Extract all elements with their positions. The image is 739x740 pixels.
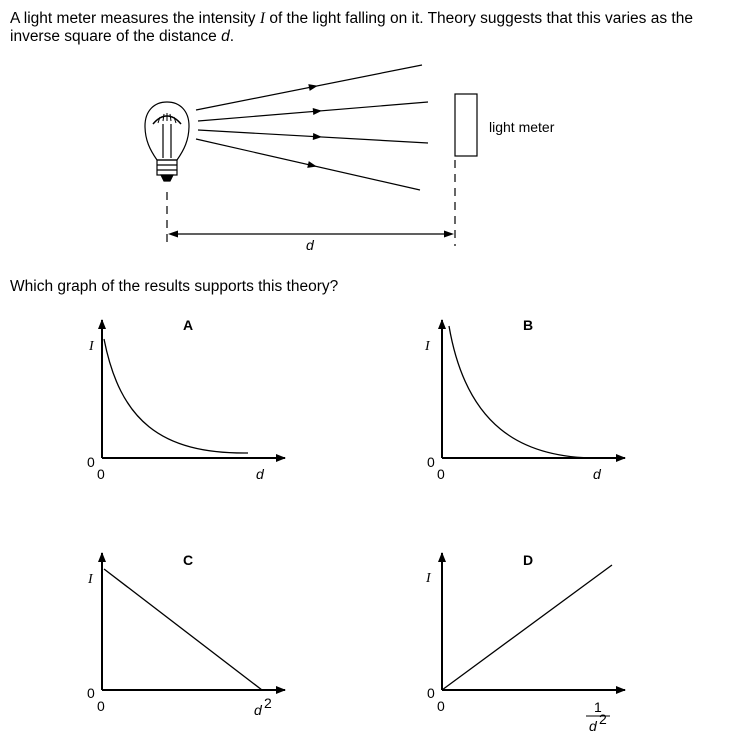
graph-b-y-label: I [425,339,430,354]
intro-text-3: . [229,28,235,45]
graph-d-x-label-numerator: 1 [594,699,602,715]
ray-arrow [313,133,322,140]
graph-d-y-label: I [426,571,431,586]
light-rays [196,65,428,190]
ray-arrow [307,161,317,170]
graph-b-x-label: d [593,466,601,482]
graph-c-x-label-power: 2 [264,695,272,711]
graph-d-origin-y: 0 [427,685,435,701]
graph-a-origin-x: 0 [97,466,105,482]
graph-c [87,552,285,718]
distance-arrow-right [444,231,454,238]
graph-a-option-label: A [183,317,194,333]
light-meter-label: light meter [489,119,555,135]
graph-c-origin-x: 0 [97,698,105,714]
graph-c-y-label: I [88,572,93,587]
ray-arrow [313,107,323,115]
intro-text-2: of the light falling on it. Theory suggests that this varies as the inverse square of the distance [10,10,693,45]
graph-b-curve [449,326,597,458]
graph-d-origin-x: 0 [437,698,445,714]
light-meter-box [455,94,477,156]
graph-c-x-label: d [254,702,262,718]
graph-a [87,317,285,482]
graph-d-option-label: D [523,552,534,568]
question-prompt: Which graph of the results supports this theory? [10,278,339,295]
graph-b [424,317,625,482]
graph-d-line [442,565,612,690]
graph-b-origin-y: 0 [427,454,435,470]
graph-a-curve [104,339,248,453]
graph-a-x-label: d [256,466,264,482]
graph-a-origin-y: 0 [87,454,95,470]
intro-text-1: A light meter measures the intensity [10,10,260,27]
graph-b-option-label: B [523,317,534,333]
distance-symbol: d [221,28,230,45]
graph-a-y-label: I [89,339,94,354]
graph-c-line [104,569,262,690]
ray-arrow [308,82,318,91]
light-ray [198,102,428,121]
graph-c-option-label: C [183,552,194,568]
distance-arrow-left [168,231,178,238]
graph-d-x-label-denominator: d [589,718,597,734]
graph-d [425,552,625,734]
graph-b-origin-x: 0 [437,466,445,482]
distance-label: d [306,237,314,253]
intensity-symbol: I [259,10,266,27]
light-bulb-icon [145,102,189,181]
graph-d-x-label-power: 2 [599,711,607,727]
graph-c-origin-y: 0 [87,685,95,701]
